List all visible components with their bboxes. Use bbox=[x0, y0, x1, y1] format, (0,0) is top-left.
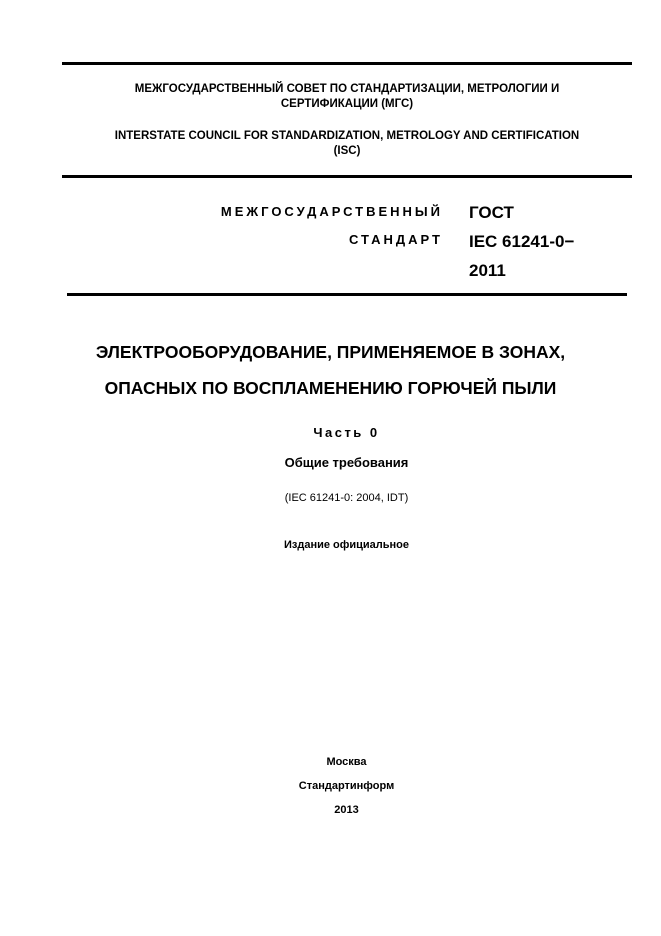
standard-code-line3: 2011 bbox=[469, 261, 506, 280]
edition-note: Издание официальное bbox=[283, 539, 410, 551]
document-title-line1: ЭЛЕКТРООБОРУДОВАНИЕ, ПРИМЕНЯЕМОЕ В ЗОНАХ, bbox=[95, 342, 566, 362]
part-number: Часть 0 bbox=[313, 425, 380, 440]
middle-divider bbox=[62, 175, 632, 178]
standard-label-line2: СТАНДАРТ bbox=[348, 232, 443, 247]
council-en-line1: INTERSTATE COUNCIL FOR STANDARDIZATION, METROLOGY AND CERTIFICATION bbox=[114, 130, 580, 142]
council-ru-line2: СЕРТИФИКАЦИИ (МГС) bbox=[280, 98, 414, 110]
imprint-publisher: Стандартинформ bbox=[298, 780, 395, 792]
standard-code-line2: IEC 61241-0− bbox=[469, 232, 575, 251]
iec-reference: (IEC 61241-0: 2004, IDT) bbox=[284, 492, 409, 504]
standard-code-line1: ГОСТ bbox=[469, 203, 514, 222]
council-en-line2: (ISC) bbox=[333, 145, 361, 157]
council-ru-line1: МЕЖГОСУДАРСТВЕННЫЙ СОВЕТ ПО СТАНДАРТИЗАЦИИ, МЕТРОЛОГИИ И bbox=[134, 83, 560, 95]
imprint-year: 2013 bbox=[334, 804, 359, 816]
standard-code bbox=[469, 198, 639, 285]
part-subtitle: Общие требования bbox=[284, 455, 409, 470]
top-divider bbox=[62, 62, 632, 65]
standard-label-line1: МЕЖГОСУДАРСТВЕННЫЙ bbox=[220, 204, 443, 219]
council-name-english bbox=[62, 129, 632, 159]
document-title-line2: ОПАСНЫХ ПО ВОСПЛАМЕНЕНИЮ ГОРЮЧЕЙ ПЫЛИ bbox=[104, 378, 557, 398]
lower-divider bbox=[67, 293, 627, 296]
imprint-city: Москва bbox=[326, 756, 367, 768]
council-name-russian bbox=[62, 82, 632, 112]
